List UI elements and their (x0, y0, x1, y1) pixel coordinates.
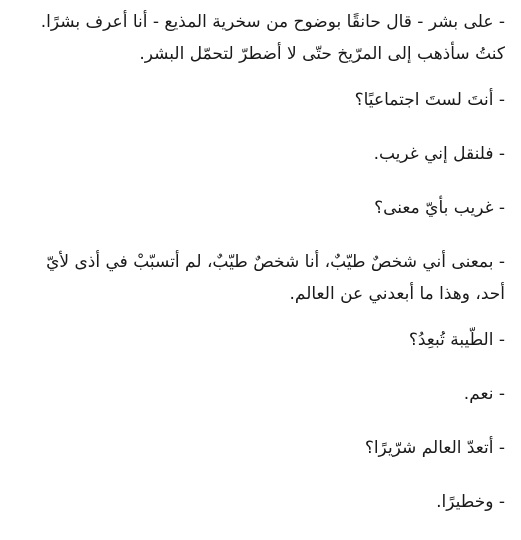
paragraph-line: - أتعدّ العالم شرّيرًا؟ (364, 438, 505, 458)
paragraph-8 (10, 432, 505, 464)
paragraph-line: - وخطيرًا. (436, 492, 505, 512)
paragraph-line: - على بشر - قال حانقًا بوضوح من سخرية المذيع - أنا أعرف بشرًا. (40, 12, 505, 32)
paragraph-line: كنتُ سأذهب إلى المرّيخ حتّى لا أضطرّ لتحمّل البشر. (139, 44, 505, 64)
paragraph-9 (10, 486, 505, 518)
paragraph-4 (10, 192, 505, 224)
paragraph-line: - أنتَ لستَ اجتماعيًا؟ (354, 90, 505, 110)
paragraph-1 (10, 6, 505, 70)
paragraph-line: - بمعنى أني شخصٌ طيّبٌ، أنا شخصٌ طيّبٌ، لم أتسبّبْ في أذى لأيّ (46, 252, 505, 272)
paragraph-5 (10, 246, 505, 310)
paragraph-line: أحد، وهذا ما أبعدني عن العالم. (289, 284, 505, 304)
paragraph-2 (10, 84, 505, 116)
paragraph-6 (10, 324, 505, 356)
paragraph-7 (10, 378, 505, 410)
paragraph-line: - غريب بأيّ معنى؟ (374, 198, 505, 218)
paragraph-line: - نعم. (463, 384, 505, 404)
paragraph-line: - فلنقل إني غريب. (373, 144, 505, 164)
paragraph-line: - الطّيبة تُبعِدُ؟ (408, 330, 505, 350)
paragraph-3 (10, 138, 505, 170)
